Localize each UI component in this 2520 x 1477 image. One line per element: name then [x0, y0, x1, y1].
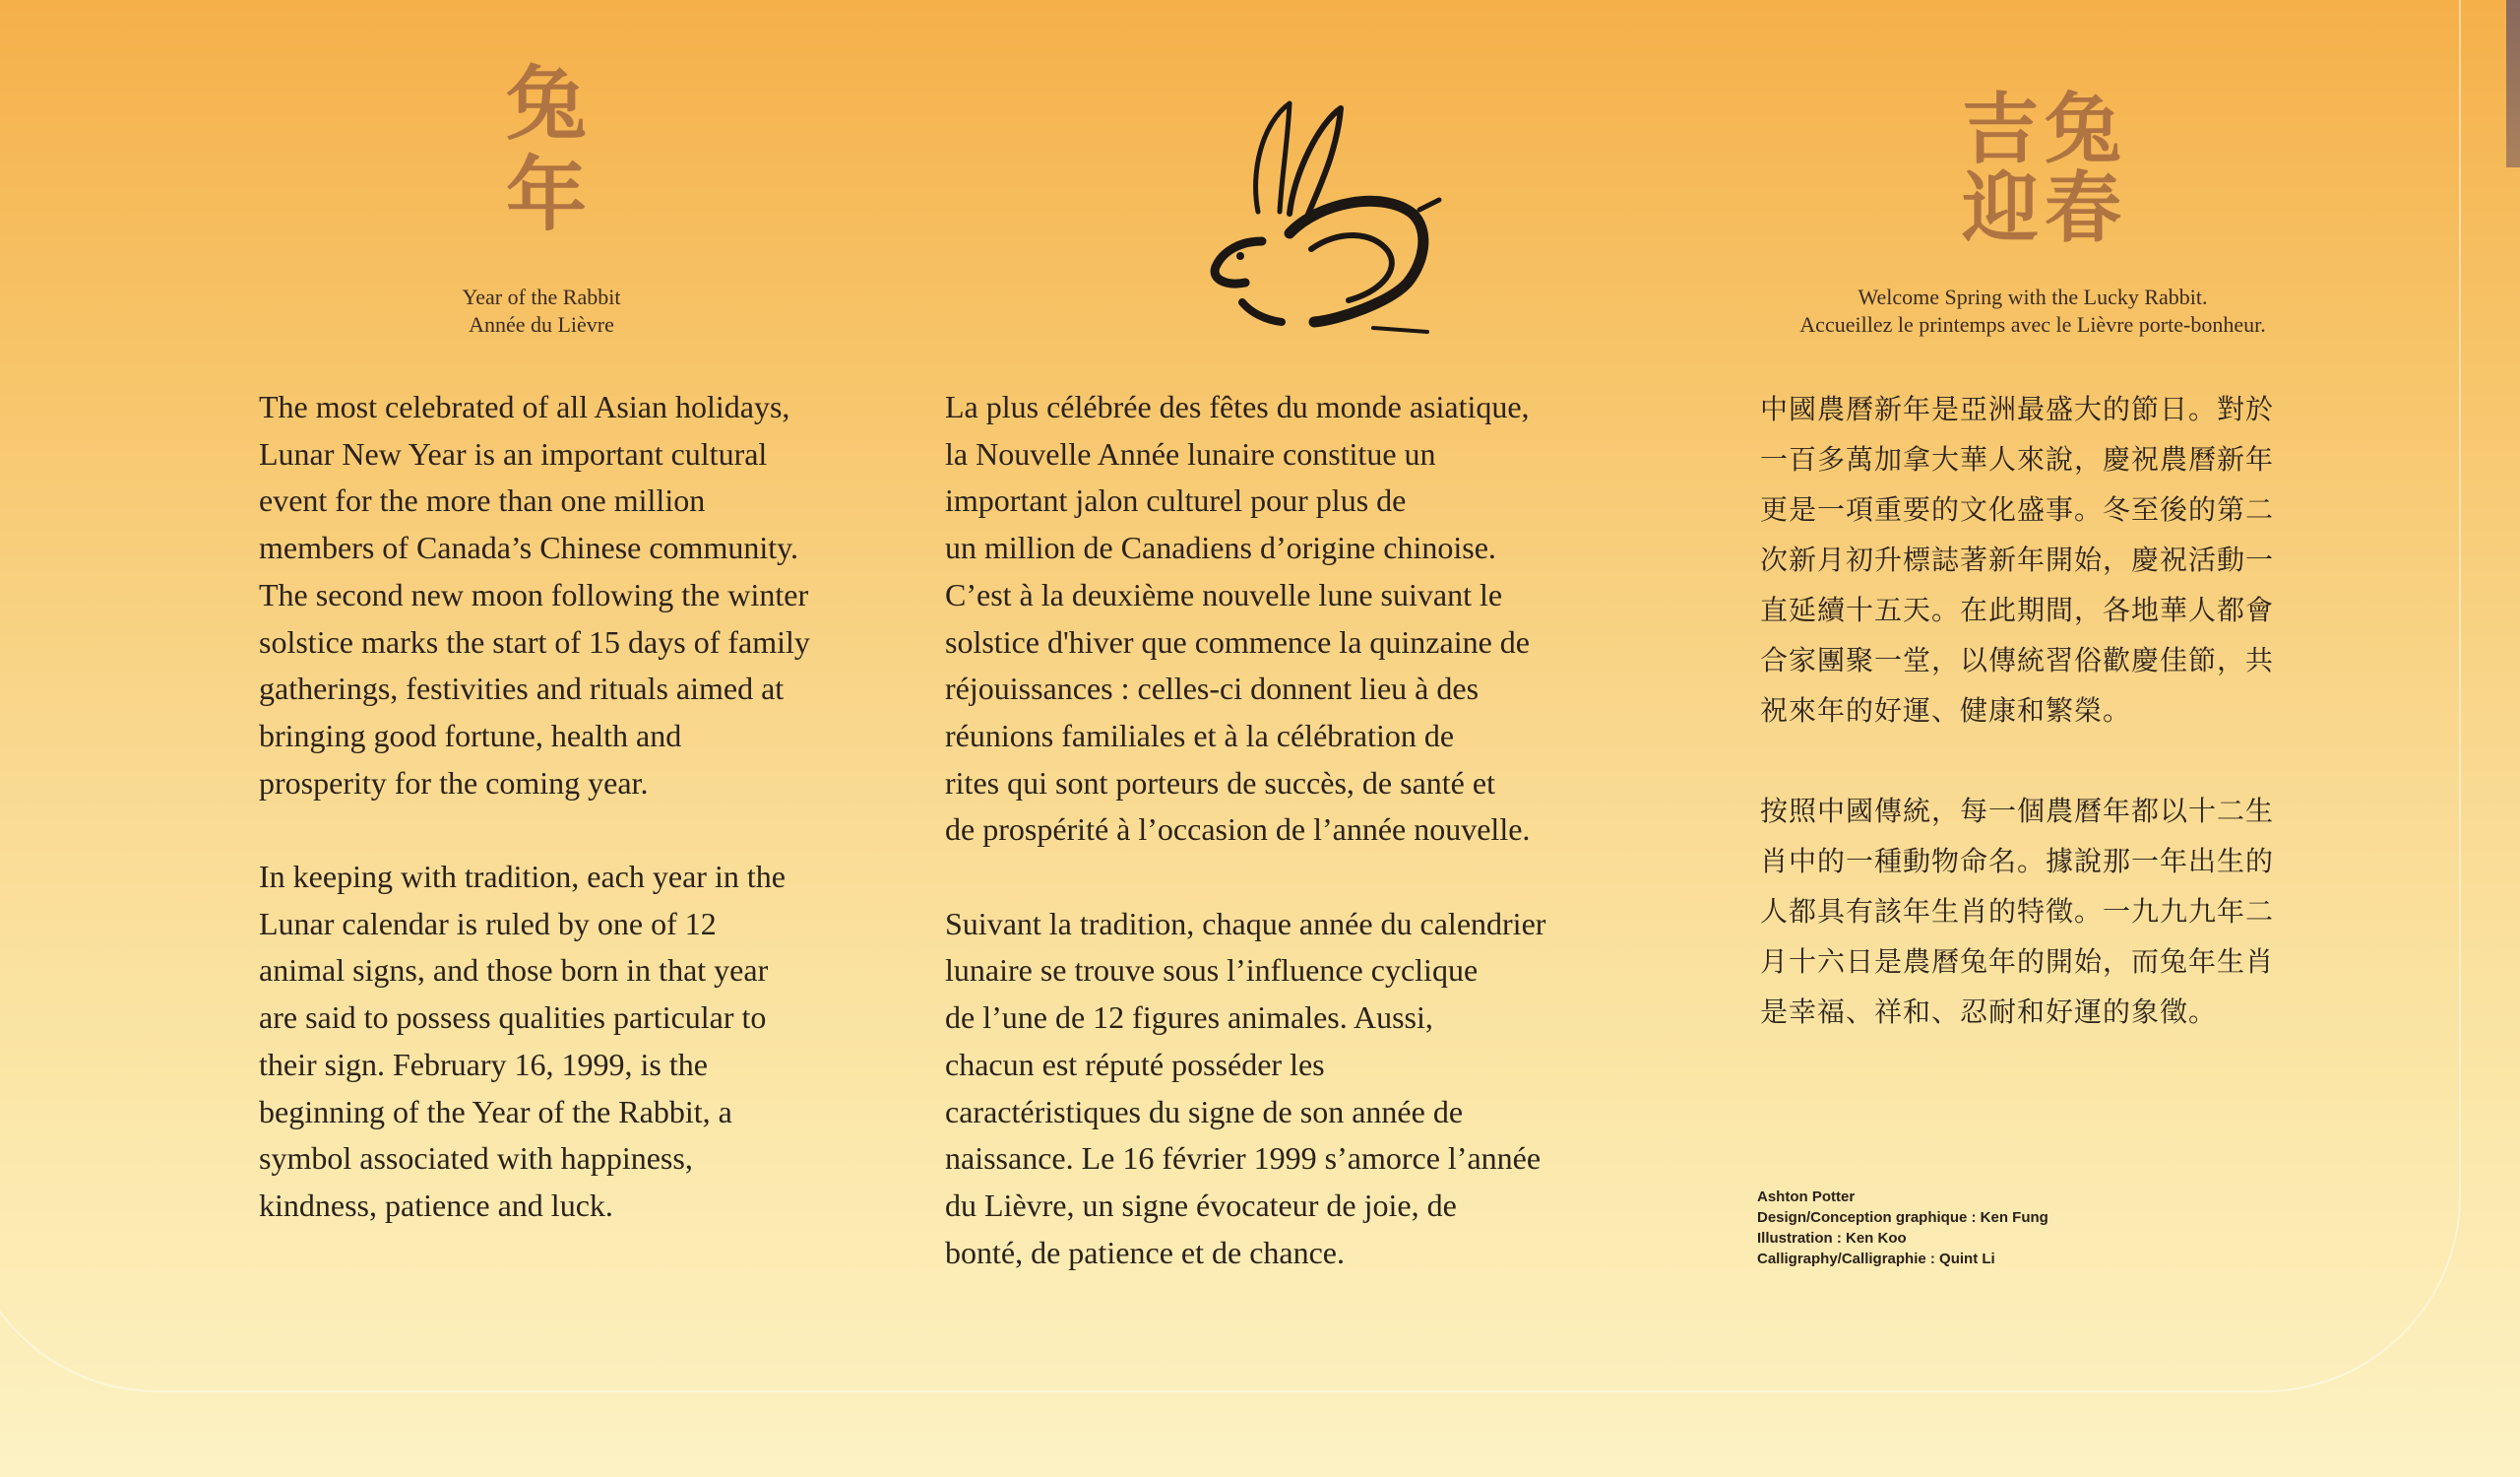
text-line: La plus célébrée des fêtes du monde asiatique,: [945, 389, 1530, 424]
calligraphy-char: 兔: [2044, 85, 2121, 174]
text-line: prosperity for the coming year.: [259, 764, 649, 801]
text-line: de l’une de 12 figures animales. Aussi,: [945, 999, 1433, 1036]
credit-design: Design/Conception graphique : Ken Fung: [1757, 1209, 2048, 1226]
text-line: 月十六日是農曆兔年的開始，而兔年生肖: [1760, 945, 2275, 978]
english-text-column: [259, 384, 909, 1230]
envelope-edge: [2506, 0, 2520, 167]
text-line: solstice d'hiver que commence la quinzaine de: [945, 623, 1530, 660]
text-line: rites qui sont porteurs de succès, de santé et: [945, 764, 1495, 801]
caption-year-of-rabbit: [374, 284, 709, 339]
caption-english: Welcome Spring with the Lucky Rabbit.: [1858, 285, 2208, 309]
text-line: réjouissances : celles-ci donnent lieu à des: [945, 671, 1480, 707]
text-line: gatherings, festivities and rituals aimed at: [259, 671, 785, 707]
credit-illustration: Illustration : Ken Koo: [1757, 1230, 1907, 1247]
text-line: un million de Canadiens d’origine chinoise.: [945, 530, 1496, 566]
calligraphy-year-of-rabbit: [497, 59, 596, 240]
text-line: 是幸福、祥和、忍耐和好運的象徵。: [1760, 995, 2218, 1028]
text-line: 合家團聚一堂，以傳統習俗歡慶佳節，共: [1760, 644, 2275, 676]
text-line: kindness, patience and luck.: [259, 1187, 613, 1223]
text-line: important jalon culturel pour plus de: [945, 482, 1407, 519]
calligraphy-char: 吉: [1961, 85, 2039, 174]
text-line: 次新月初升標誌著新年開始，慶祝活動一: [1760, 544, 2275, 576]
calligraphy-char: 迎: [1961, 163, 2039, 253]
text-line: 按照中國傳統，每一個農曆年都以十二生: [1760, 795, 2275, 827]
chinese-text-column: [1760, 384, 2311, 1037]
paragraph-gap: [945, 854, 1634, 901]
credit-printer: Ashton Potter: [1757, 1188, 1856, 1205]
rabbit-brush-icon: [1171, 94, 1457, 340]
text-line: 祝來年的好運、健康和繁榮。: [1760, 694, 2132, 727]
text-line: their sign. February 16, 1999, is the: [259, 1046, 708, 1082]
caption-french: Accueillez le printemps avec le Lièvre porte-bonheur.: [1799, 312, 2266, 337]
text-line: members of Canada’s Chinese community.: [259, 530, 799, 566]
calligraphy-char: 兔: [505, 57, 587, 152]
caption-welcome-spring: [1728, 284, 2338, 339]
text-line: beginning of the Year of the Rabbit, a: [259, 1093, 732, 1129]
calligraphy-welcome-spring: [1959, 85, 2136, 253]
credits-block: [1757, 1187, 2048, 1269]
paragraph-gap: [1760, 736, 2311, 786]
text-line: The most celebrated of all Asian holidays,: [259, 389, 790, 424]
text-line: symbol associated with happiness,: [259, 1140, 693, 1177]
text-line: chacun est réputé posséder les: [945, 1046, 1325, 1082]
text-line: Lunar New Year is an important cultural: [259, 435, 768, 472]
text-line: are said to possess qualities particular to: [259, 999, 767, 1036]
calligraphy-char: 年: [505, 148, 587, 242]
text-line: 肖中的一種動物命名。據說那一年出生的: [1760, 845, 2275, 877]
text-line: 中國農曆新年是亞洲最盛大的節日。對於: [1760, 393, 2275, 425]
text-line: The second new moon following the winter: [259, 576, 809, 612]
text-line: lunaire se trouve sous l’influence cyclique: [945, 952, 1479, 989]
french-text-column: [945, 384, 1634, 1276]
text-line: de prospérité à l’occasion de l’année nouvelle.: [945, 811, 1531, 848]
text-line: caractéristiques du signe de son année de: [945, 1093, 1464, 1129]
text-line: Suivant la tradition, chaque année du calendrier: [945, 905, 1546, 941]
caption-french: Année du Lièvre: [469, 312, 614, 337]
text-line: 更是一項重要的文化盛事。冬至後的第二: [1760, 493, 2275, 526]
text-line: la Nouvelle Année lunaire constitue un: [945, 435, 1436, 472]
text-line: bonté, de patience et de chance.: [945, 1234, 1345, 1270]
text-line: bringing good fortune, health and: [259, 717, 682, 753]
text-line: solstice marks the start of 15 days of family: [259, 623, 810, 660]
calligraphy-char: 春: [2044, 163, 2121, 253]
text-line: Lunar calendar is ruled by one of 12: [259, 905, 717, 941]
credit-calligraphy: Calligraphy/Calligraphie : Quint Li: [1757, 1251, 1995, 1267]
text-line: réunions familiales et à la célébration de: [945, 717, 1455, 753]
text-line: 一百多萬加拿大華人來說，慶祝農曆新年: [1760, 443, 2275, 476]
paragraph-gap: [259, 806, 909, 854]
text-line: 直延續十五天。在此期間，各地華人都會: [1760, 594, 2275, 626]
caption-english: Year of the Rabbit: [462, 285, 621, 309]
text-line: event for the more than one million: [259, 482, 706, 519]
text-line: In keeping with tradition, each year in the: [259, 859, 786, 895]
text-line: animal signs, and those born in that year: [259, 952, 769, 989]
text-line: 人都具有該年生肖的特徵。一九九九年二: [1760, 895, 2275, 928]
text-line: du Lièvre, un signe évocateur de joie, de: [945, 1187, 1457, 1223]
text-line: naissance. Le 16 février 1999 s’amorce l’année: [945, 1140, 1542, 1177]
text-line: C’est à la deuxième nouvelle lune suivant le: [945, 576, 1503, 612]
